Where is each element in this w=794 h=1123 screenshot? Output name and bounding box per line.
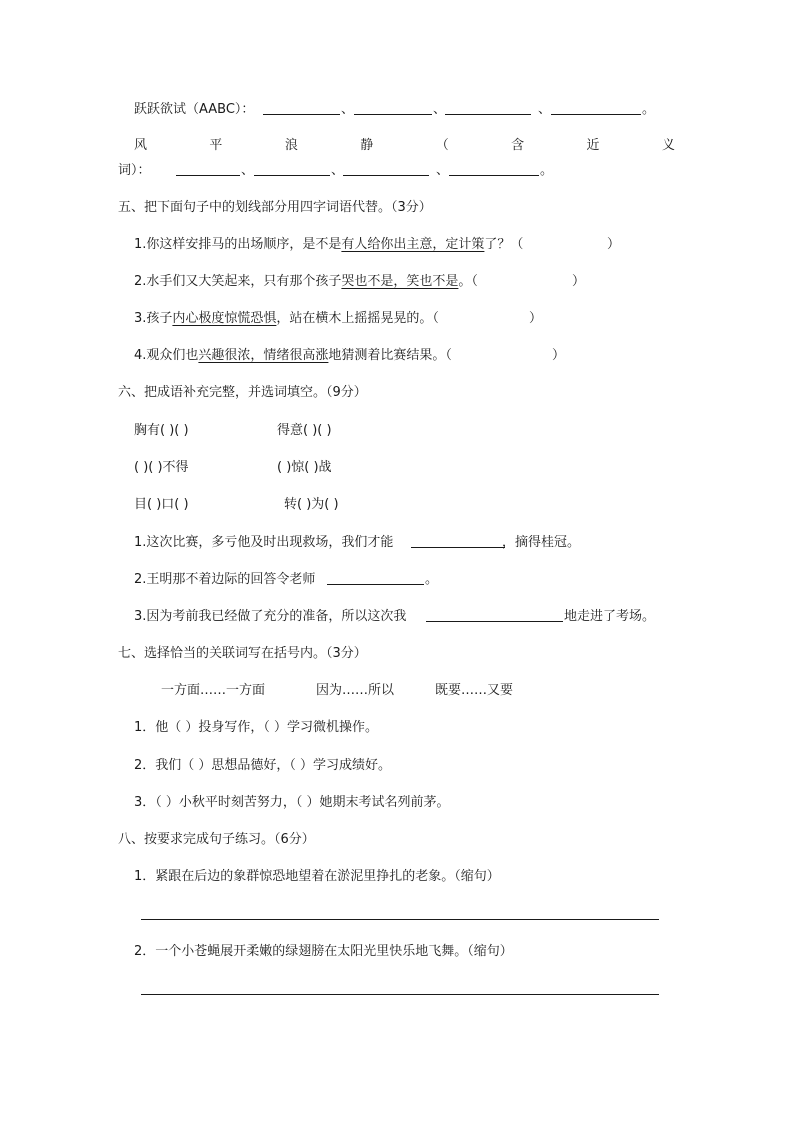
row2-char: 静 bbox=[360, 138, 374, 153]
answer-paren-close: ） bbox=[529, 311, 543, 326]
row1-blank-1[interactable] bbox=[263, 100, 340, 115]
row3-label: 词）： bbox=[118, 163, 151, 178]
underlined-phrase: 内心极度惊慌恐惧 bbox=[172, 311, 277, 326]
question-text: 3．（ ）小秋平时刻苦努力，（ ）她期末考试名列前茅。 bbox=[134, 795, 450, 810]
row1-blank-3[interactable] bbox=[445, 100, 531, 115]
row1-sep-3: 、 bbox=[538, 102, 552, 117]
question-post: ，摘得桂冠。 bbox=[502, 535, 581, 550]
question-post: 。 bbox=[425, 572, 439, 587]
row3-blank-2[interactable] bbox=[254, 161, 330, 176]
row3-sep-1: 、 bbox=[241, 163, 255, 178]
section-7-heading bbox=[0, 644, 794, 664]
row3-blank-4[interactable] bbox=[449, 161, 539, 176]
question-pre: 1.这次比赛，多亏他及时出现救场，我们才能 bbox=[134, 535, 394, 550]
section-heading: 七、选择恰当的关联词写在括号内。（3分） bbox=[118, 646, 367, 661]
row3-blank-1[interactable] bbox=[176, 161, 240, 176]
sec8-question-2 bbox=[0, 942, 794, 962]
row1-sep-1: 、 bbox=[341, 102, 355, 117]
sec6-question-3 bbox=[0, 607, 794, 627]
answer-blank[interactable] bbox=[411, 533, 505, 548]
row3-end: 。 bbox=[540, 163, 554, 178]
answer-line-1[interactable] bbox=[141, 919, 659, 920]
question-pre: 2.王明那不着边际的回答令老师 bbox=[134, 572, 316, 587]
question-text: 1．他（ ）投身写作，（ ）学习微机操作。 bbox=[134, 720, 379, 735]
row1-end: 。 bbox=[642, 102, 656, 117]
row1-sep-2: 、 bbox=[433, 102, 447, 117]
row3-sep-3: 、 bbox=[436, 163, 450, 178]
question-pre: 1.你这样安排马的出场顺序，是不是 bbox=[134, 237, 342, 252]
section-6-heading bbox=[0, 383, 794, 403]
row1-blank-2[interactable] bbox=[354, 100, 432, 115]
question-text bbox=[134, 272, 478, 292]
sec8-question-1 bbox=[0, 867, 794, 887]
synonym-row-3 bbox=[0, 161, 794, 181]
question-text bbox=[134, 309, 439, 329]
option-3: 既要……又要 bbox=[435, 683, 514, 698]
question-pre: 4.观众们也 bbox=[134, 348, 199, 363]
question-pre: 2.水手们又大笑起来，只有那个孩子 bbox=[134, 274, 342, 289]
sec7-question-2 bbox=[0, 756, 794, 776]
question-post: 。（ bbox=[458, 274, 478, 289]
idiom-fill[interactable]: 胸有( )( ) bbox=[134, 423, 189, 438]
idiom-row-1 bbox=[0, 421, 794, 441]
sec5-question-1 bbox=[0, 235, 794, 255]
sec5-question-4 bbox=[0, 346, 794, 366]
section-heading: 五、把下面句子中的划线部分用四字词语代替。（3分） bbox=[118, 200, 432, 215]
underlined-phrase: 有人给你出主意，定计策 bbox=[341, 237, 485, 252]
sec7-question-1 bbox=[0, 718, 794, 738]
question-text: 1．紧跟在后边的象群惊恐地望着在淤泥里挣扎的老象。（缩句） bbox=[134, 869, 500, 884]
sec5-question-3 bbox=[0, 309, 794, 329]
answer-blank[interactable] bbox=[327, 570, 424, 585]
row2-char: 含 bbox=[511, 138, 525, 153]
row1-blank-4[interactable] bbox=[551, 100, 641, 115]
section-heading: 八、按要求完成句子练习。（6分） bbox=[118, 832, 315, 847]
sec6-question-2 bbox=[0, 570, 794, 590]
idiom-fill[interactable]: 目( )口( ) bbox=[134, 497, 189, 512]
row1-label: 跃跃欲试（AABC）： bbox=[134, 102, 255, 117]
row2-char: 义 bbox=[661, 138, 675, 153]
conjunction-options bbox=[0, 681, 794, 701]
row2-char: 近 bbox=[586, 138, 600, 153]
idiom-fill[interactable]: ( )( )不得 bbox=[134, 460, 189, 475]
section-heading: 六、把成语补充完整，并选词填空。（9分） bbox=[118, 385, 367, 400]
answer-paren-close: ） bbox=[572, 274, 586, 289]
idiom-row-2 bbox=[0, 458, 794, 478]
question-pre: 3.因为考前我已经做了充分的准备，所以这次我 bbox=[134, 609, 407, 624]
idiom-fill[interactable]: ( )惊( )战 bbox=[277, 460, 332, 475]
sec7-question-3 bbox=[0, 793, 794, 813]
section-5-heading bbox=[0, 198, 794, 218]
row3-sep-2: 、 bbox=[331, 163, 345, 178]
question-text bbox=[134, 346, 452, 366]
row2-spread-text bbox=[134, 136, 675, 156]
row3-blank-3[interactable] bbox=[343, 161, 429, 176]
question-text: 2．我们（ ）思想品德好，（ ）学习成绩好。 bbox=[134, 758, 392, 773]
answer-line-2[interactable] bbox=[141, 994, 659, 995]
underlined-phrase: 哭也不是，笑也不是 bbox=[341, 274, 459, 289]
row2-char: 风 bbox=[134, 138, 148, 153]
answer-blank[interactable] bbox=[426, 607, 563, 622]
answer-paren-close: ） bbox=[607, 237, 621, 252]
question-text bbox=[134, 235, 523, 255]
question-post: 地猜测着比赛结果。（ bbox=[328, 348, 452, 363]
option-2: 因为……所以 bbox=[316, 683, 395, 698]
sec5-question-2 bbox=[0, 272, 794, 292]
option-1: 一方面……一方面 bbox=[161, 683, 266, 698]
synonym-row-1 bbox=[0, 100, 794, 120]
idiom-fill[interactable]: 转( )为( ) bbox=[284, 497, 339, 512]
section-8-heading bbox=[0, 830, 794, 850]
row2-char: 平 bbox=[209, 138, 223, 153]
answer-paren-close: ） bbox=[552, 348, 566, 363]
sec6-question-1 bbox=[0, 533, 794, 553]
row2-char: 浪 bbox=[284, 138, 298, 153]
row2-char: （ bbox=[435, 138, 449, 153]
question-post: ，站在横木上摇摇晃晃的。（ bbox=[276, 311, 439, 326]
synonym-row-2 bbox=[0, 136, 794, 156]
idiom-fill[interactable]: 得意( )( ) bbox=[277, 423, 332, 438]
question-text: 2．一个小苍蝇展开柔嫩的绿翅膀在太阳光里快乐地飞舞。（缩句） bbox=[134, 944, 513, 959]
idiom-row-3 bbox=[0, 495, 794, 515]
question-pre: 3.孩子 bbox=[134, 311, 173, 326]
question-post: 了？（ bbox=[484, 237, 524, 252]
underlined-phrase: 兴趣很浓，情绪很高涨 bbox=[198, 348, 329, 363]
question-post: 地走进了考场。 bbox=[564, 609, 656, 624]
